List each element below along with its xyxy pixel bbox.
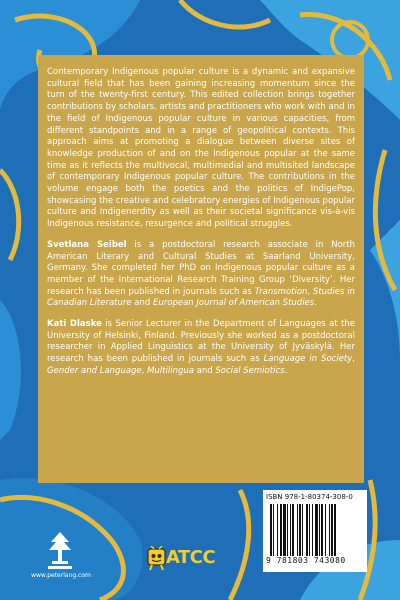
barcode-bar [312, 504, 313, 556]
series-logo-text: ATCC [166, 547, 216, 568]
barcode-bar [290, 504, 291, 556]
barcode-number: 9 781803 743080 [266, 556, 346, 565]
publisher-url: www.peterlang.com [31, 572, 91, 579]
barcode-bar [306, 504, 308, 556]
back-cover-text [47, 67, 355, 387]
bio-text: is a postdoctoral research associate in North American Literary and Cultural Studies at Saarland University, Germany. She completed her PhD on Indigenous popular culture as a member of the International Research Training Group ‘Diversity’. Her research has been published in journals such as [47, 239, 355, 297]
isbn-label: ISBN 978-1-80374-308-0 [266, 493, 353, 501]
peter-lang-tree-logo [35, 530, 85, 572]
journal-title: Studies in Canadian Literature [47, 286, 356, 309]
barcode-bar [299, 504, 301, 556]
bio-separator: , [307, 286, 313, 297]
barcode-bar [329, 504, 330, 556]
bio-separator: , [141, 365, 148, 376]
barcode-bar [283, 504, 286, 556]
barcode-bar [321, 504, 323, 556]
journal-title: Language in Society [263, 354, 353, 365]
editor-name: Svetlana Seibel [47, 239, 127, 250]
journal-title: Multilingua [147, 365, 194, 376]
bio-separator: and [193, 365, 216, 376]
editor-name: Kati Dlaske [47, 319, 102, 330]
barcode-bar [280, 504, 282, 556]
barcode-bar [325, 504, 326, 556]
barcode-bar [297, 504, 298, 556]
barcode-bar [315, 504, 318, 556]
bio-end: . [314, 298, 317, 309]
barcode-bar [273, 504, 274, 556]
journal-title: Gender and Language [47, 365, 142, 376]
editor-bio-dlaske [47, 319, 355, 378]
barcode-bar [287, 504, 288, 556]
barcode-bar [309, 504, 310, 556]
barcode-bar [270, 504, 272, 556]
bio-end: . [284, 365, 288, 376]
barcode-bar [292, 504, 294, 556]
barcode-bar [334, 504, 336, 556]
journal-title: European Journal of American Studies [153, 298, 315, 309]
bio-separator: , [352, 354, 355, 365]
barcode-bar [277, 504, 278, 556]
barcode-bar [302, 504, 303, 556]
journal-title: Social Semiotics [215, 365, 285, 376]
book-description: Contemporary Indigenous popular culture is a dynamic and expansive cultural field that has been gaining increasing momentum since the turn of the twenty-first century. This edited collection brings together contributions by scholars, artists and practitioners who work with and in the field of Indigenous popular culture in various capacities, from different standpoints and in a range of geopolitical contexts. This approach aims at promoting a dialogue between diverse sites of knowledge production of and on the Indigenous popular at the same time as it reflects the multivocal, multimedial and multisited landscape of contemporary Indigenous popular culture. The contributions in the volume engage both the poetics and the politics of IndigePop, showcasing the creative and celebratory energies of Indigenous popular culture and Indigenerdity as well as their societal significance vis-à-vis Indigenous resistance, resurgence and political struggles. [47, 67, 355, 230]
bio-separator: and [131, 298, 154, 309]
barcode-bars [270, 504, 362, 556]
barcode-bar [319, 504, 320, 556]
bio-text: is Senior Lecturer in the Department of Languages at the University of Helsinki, Finland. Previously she worked as a postdoctoral researcher in Applied Linguistics at the University of Jyväskylä. Her research has been published in journals such as [47, 319, 355, 365]
barcode-bar [331, 504, 333, 556]
journal-title: Transmotion [254, 286, 308, 297]
isbn-barcode [263, 490, 367, 572]
editor-bio-seibel [47, 240, 355, 310]
